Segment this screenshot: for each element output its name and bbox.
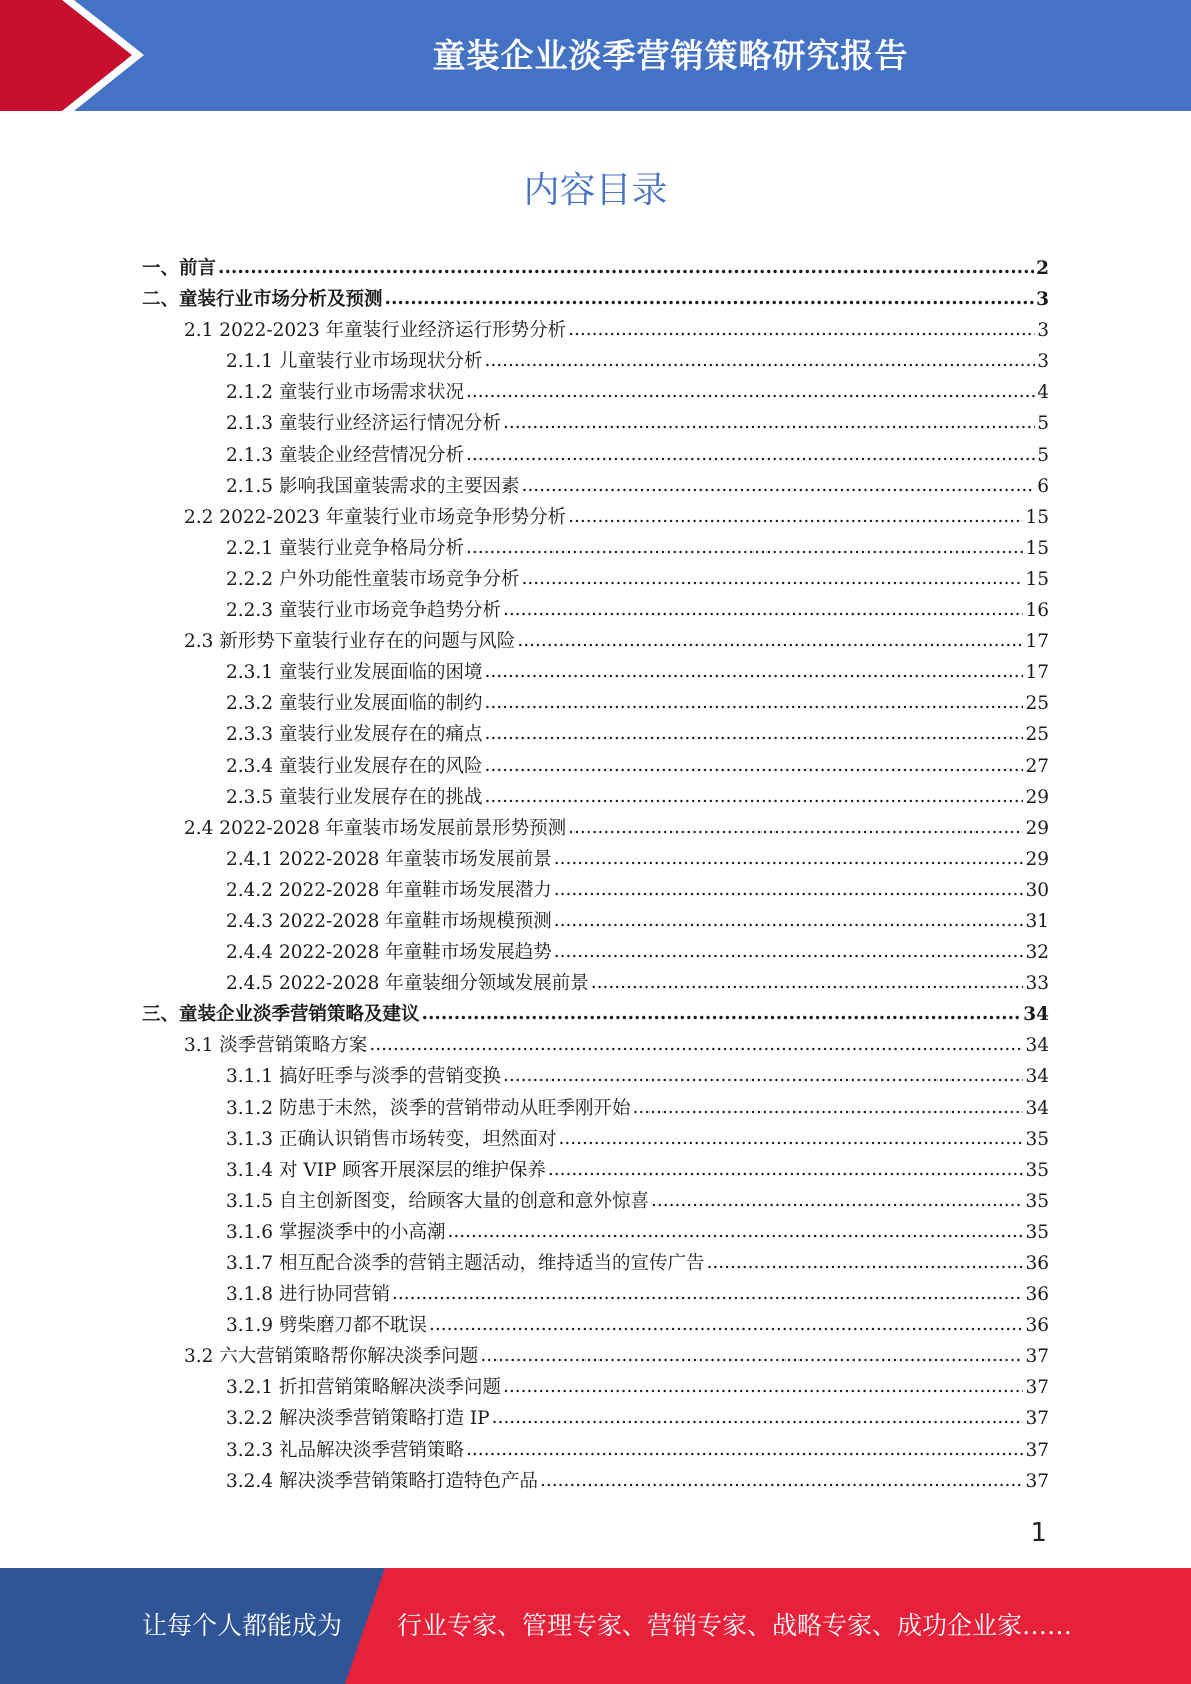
report-title: 童装企业淡季营销策略研究报告: [432, 35, 909, 75]
toc-entry-page: 3: [1037, 320, 1049, 342]
toc-dot-leader: [554, 843, 1024, 874]
toc-entry-page: 35: [1025, 1221, 1049, 1243]
toc-entry[interactable]: [142, 564, 1049, 595]
toc-entry-title: 2.4.3 2022-2028 年童鞋市场规模预测: [226, 910, 552, 932]
toc-entry[interactable]: [142, 1466, 1049, 1497]
toc-dot-leader: [447, 1216, 1023, 1247]
toc-entry-page: 16: [1025, 600, 1049, 622]
toc-dot-leader: [558, 1123, 1023, 1154]
toc-entry[interactable]: [142, 813, 1049, 844]
toc-entry-title: 2.1.3 童装行业经济运行情况分析: [226, 413, 501, 435]
toc-dot-leader: [484, 750, 1023, 781]
toc-entry-title: 2.3 新形势下童装行业存在的问题与风险: [184, 631, 516, 653]
footer-slogan-right: 行业专家、管理专家、营销专家、战略专家、成功企业家……: [397, 1611, 1073, 1640]
toc-entry-title: 3.1.4 对 VIP 顾客开展深层的维护保养: [226, 1159, 546, 1181]
toc-entry-page: 36: [1025, 1253, 1049, 1274]
toc-entry-page: 29: [1025, 848, 1049, 870]
toc-dot-leader: [540, 1465, 1023, 1496]
toc-entry-title: 3.1 淡季营销策略方案: [184, 1035, 368, 1057]
toc-dot-leader: [548, 1154, 1024, 1185]
toc-entry-title: 2.1 2022-2023 年童装行业经济运行形势分析: [184, 320, 567, 342]
toc-entry-title: 3.1.3 正确认识销售市场转变，坦然面对: [226, 1128, 557, 1150]
toc-entry-page: 34: [1023, 1004, 1049, 1026]
page-number: 1: [1030, 1518, 1047, 1548]
toc-dot-leader: [503, 594, 1023, 625]
toc-dot-leader: [466, 532, 1023, 563]
toc-entry[interactable]: [142, 657, 1049, 688]
toc-dot-leader: [484, 345, 1035, 376]
toc-dot-leader: [484, 781, 1023, 812]
toc-heading: 内容目录: [523, 170, 668, 211]
toc-entry-title: 2.3.4 童装行业发展存在的风险: [226, 755, 483, 777]
toc-entry-page: 37: [1025, 1470, 1049, 1492]
toc-entry-title: 2.4.2 2022-2028 年童鞋市场发展潜力: [226, 879, 552, 901]
toc-dot-leader: [385, 283, 1035, 314]
toc-entry-page: 34: [1025, 1097, 1049, 1119]
toc-entry-title: 3.2.2 解决淡季营销策略打造 IP: [226, 1408, 490, 1430]
toc-entry-page: 31: [1025, 910, 1049, 932]
toc-entry-title: 2.3.5 童装行业发展存在的挑战: [226, 786, 483, 808]
toc-entry-title: 3.2.3 礼品解决淡季营销策略: [226, 1439, 464, 1461]
toc-entry[interactable]: [142, 626, 1049, 657]
toc-dot-leader: [651, 1185, 1023, 1216]
toc-entry[interactable]: [142, 1310, 1049, 1341]
toc-dot-leader: [429, 1309, 1023, 1340]
toc-entry-page: 15: [1025, 537, 1049, 559]
toc-entry[interactable]: [142, 937, 1049, 968]
toc-dot-leader: [568, 314, 1035, 345]
toc-entry-page: 27: [1025, 755, 1049, 777]
toc-entry-page: 3: [1036, 289, 1049, 311]
footer-slogan-left: 让每个人都能成为: [142, 1611, 343, 1640]
toc-entry-title: 二、童装行业市场分析及预测: [142, 289, 383, 311]
toc-entry-title: 2.4.5 2022-2028 年童装细分领域发展前景: [226, 973, 589, 995]
toc-entry-page: 29: [1025, 817, 1049, 839]
toc-entry[interactable]: [142, 1124, 1049, 1155]
toc-entry-page: 6: [1037, 475, 1049, 497]
toc-entry[interactable]: [142, 502, 1049, 533]
toc-dot-leader: [484, 718, 1023, 749]
toc-dot-leader: [568, 501, 1023, 532]
toc-entry-title: 3.1.9 劈柴磨刀都不耽误: [226, 1315, 427, 1337]
toc-entry-page: 34: [1025, 1035, 1049, 1057]
toc-dot-leader: [480, 1340, 1023, 1371]
toc-entry[interactable]: [142, 377, 1049, 408]
toc-entry-title: 2.2 2022-2023 年童装行业市场竞争形势分析: [184, 506, 567, 528]
toc-entry-title: 2.1.3 童装企业经营情况分析: [226, 444, 464, 466]
toc-entry-page: 25: [1025, 724, 1049, 746]
toc-entry-title: 2.2.1 童装行业竞争格局分析: [226, 537, 464, 559]
toc-entry[interactable]: [142, 1186, 1049, 1217]
toc-entry-title: 3.2 六大营销策略帮你解决淡季问题: [184, 1346, 479, 1368]
toc-entry[interactable]: [142, 1030, 1049, 1061]
toc-dot-leader: [484, 656, 1023, 687]
toc-entry-page: 37: [1025, 1408, 1049, 1430]
toc-entry[interactable]: [142, 968, 1049, 999]
toc-dot-leader: [503, 1371, 1023, 1402]
toc-entry-title: 2.3.2 童装行业发展面临的制约: [226, 693, 483, 715]
toc-entry[interactable]: [142, 1403, 1049, 1434]
toc-entry[interactable]: [142, 284, 1049, 315]
toc-entry[interactable]: [142, 315, 1049, 346]
toc-entry-page: 32: [1025, 942, 1049, 964]
toc-entry-page: 29: [1025, 786, 1049, 808]
toc-entry-title: 3.1.1 搞好旺季与淡季的营销变换: [226, 1066, 501, 1088]
toc-entry-title: 2.3.3 童装行业发展存在的痛点: [226, 724, 483, 746]
toc-entry[interactable]: [142, 253, 1049, 284]
toc-entry-title: 2.4.4 2022-2028 年童鞋市场发展趋势: [226, 942, 552, 964]
toc-entry-title: 3.2.1 折扣营销策略解决淡季问题: [226, 1377, 501, 1399]
toc-entry-title: 一、前言: [142, 258, 217, 279]
toc-entry-title: 2.2.2 户外功能性童装市场竞争分析: [226, 568, 520, 590]
toc-entry[interactable]: [142, 751, 1049, 782]
toc-entry-page: 5: [1037, 444, 1049, 466]
toc-dot-leader: [706, 1247, 1023, 1278]
toc-entry-page: 15: [1025, 506, 1049, 528]
toc-entry-title: 3.1.2 防患于未然，淡季的营销带动从旺季刚开始: [226, 1097, 631, 1119]
toc-entry-page: 37: [1025, 1346, 1049, 1368]
toc-entry[interactable]: [142, 1093, 1049, 1124]
toc-entry-page: 25: [1025, 693, 1049, 715]
toc-entry-title: 3.1.5 自主创新图变，给顾客大量的创意和意外惊喜: [226, 1190, 649, 1212]
toc-entry-title: 2.1.5 影响我国童装需求的主要因素: [226, 475, 520, 497]
toc-dot-leader: [521, 563, 1023, 594]
toc-entry-page: 36: [1025, 1284, 1049, 1306]
toc-dot-leader: [466, 439, 1035, 470]
toc-entry[interactable]: [142, 1435, 1049, 1466]
toc-entry[interactable]: [142, 906, 1049, 937]
toc-entry[interactable]: [142, 1279, 1049, 1310]
toc-entry[interactable]: [142, 440, 1049, 471]
page-footer: [0, 1568, 1191, 1684]
toc-dot-leader: [484, 687, 1023, 718]
toc-entry-page: 5: [1037, 413, 1049, 435]
toc-dot-leader: [492, 1402, 1024, 1433]
toc-dot-leader: [466, 376, 1035, 407]
toc-entry-page: 33: [1025, 973, 1049, 995]
toc-entry-title: 3.1.6 掌握淡季中的小高潮: [226, 1221, 446, 1243]
toc-entry-title: 3.1.8 进行协同营销: [226, 1284, 390, 1306]
toc-entry-page: 4: [1037, 382, 1049, 404]
toc-entry-title: 2.4.1 2022-2028 年童装市场发展前景: [226, 848, 552, 870]
toc-entry-page: 15: [1025, 568, 1049, 590]
toc-entry-title: 2.1.1 儿童装行业市场现状分析: [226, 351, 483, 373]
toc-dot-leader: [591, 967, 1024, 998]
toc-entry[interactable]: [142, 471, 1049, 502]
toc-entry-page: 17: [1025, 631, 1049, 653]
toc-dot-leader: [517, 625, 1023, 656]
toc-entry-page: 17: [1025, 662, 1049, 684]
toc-entry-title: 3.2.4 解决淡季营销策略打造特色产品: [226, 1470, 538, 1492]
toc-entry-page: 3: [1037, 351, 1049, 373]
toc-entry[interactable]: [142, 1248, 1049, 1279]
toc-entry[interactable]: [142, 1155, 1049, 1186]
toc-entry[interactable]: [142, 1372, 1049, 1403]
toc-dot-leader: [503, 407, 1035, 438]
toc-entry[interactable]: [142, 688, 1049, 719]
toc-dot-leader: [568, 812, 1023, 843]
toc-entry[interactable]: [142, 595, 1049, 626]
toc-entry-title: 3.1.7 相互配合淡季的营销主题活动，维持适当的宣传广告: [226, 1253, 705, 1274]
toc-entry-page: 35: [1025, 1190, 1049, 1212]
chevron-arrow-icon: [0, 0, 160, 111]
toc-dot-leader: [554, 936, 1024, 967]
toc-entry[interactable]: [142, 999, 1049, 1030]
toc-dot-leader: [466, 1434, 1023, 1465]
toc-entry-page: 35: [1025, 1159, 1049, 1181]
toc-entry[interactable]: [142, 1341, 1049, 1372]
table-of-contents: [142, 253, 1049, 1497]
toc-dot-leader: [369, 1029, 1023, 1060]
toc-entry[interactable]: [142, 1217, 1049, 1248]
toc-dot-leader: [392, 1278, 1023, 1309]
toc-dot-leader: [218, 252, 1034, 283]
toc-entry-title: 2.2.3 童装行业市场竞争趋势分析: [226, 600, 501, 622]
toc-entry-page: 30: [1025, 879, 1049, 901]
toc-dot-leader: [554, 905, 1024, 936]
toc-entry[interactable]: [142, 346, 1049, 377]
toc-dot-leader: [632, 1092, 1023, 1123]
toc-dot-leader: [521, 470, 1035, 501]
toc-entry[interactable]: [142, 1061, 1049, 1092]
toc-entry-title: 2.4 2022-2028 年童装市场发展前景形势预测: [184, 817, 567, 839]
toc-entry[interactable]: [142, 844, 1049, 875]
toc-entry-page: 2: [1036, 258, 1049, 279]
toc-dot-leader: [503, 1060, 1023, 1091]
toc-entry-page: 34: [1025, 1066, 1049, 1088]
toc-entry[interactable]: [142, 408, 1049, 439]
toc-dot-leader: [422, 998, 1022, 1029]
toc-dot-leader: [554, 874, 1024, 905]
toc-entry-page: 37: [1025, 1439, 1049, 1461]
page-header: [0, 0, 1191, 111]
toc-entry-title: 三、童装企业淡季营销策略及建议: [142, 1004, 420, 1026]
toc-entry-page: 35: [1025, 1128, 1049, 1150]
toc-entry-title: 2.3.1 童装行业发展面临的困境: [226, 662, 483, 684]
toc-entry-title: 2.1.2 童装行业市场需求状况: [226, 382, 464, 404]
toc-entry[interactable]: [142, 875, 1049, 906]
toc-entry[interactable]: [142, 719, 1049, 750]
toc-entry-page: 36: [1025, 1315, 1049, 1337]
toc-entry[interactable]: [142, 533, 1049, 564]
toc-entry-page: 37: [1025, 1377, 1049, 1399]
toc-entry[interactable]: [142, 782, 1049, 813]
